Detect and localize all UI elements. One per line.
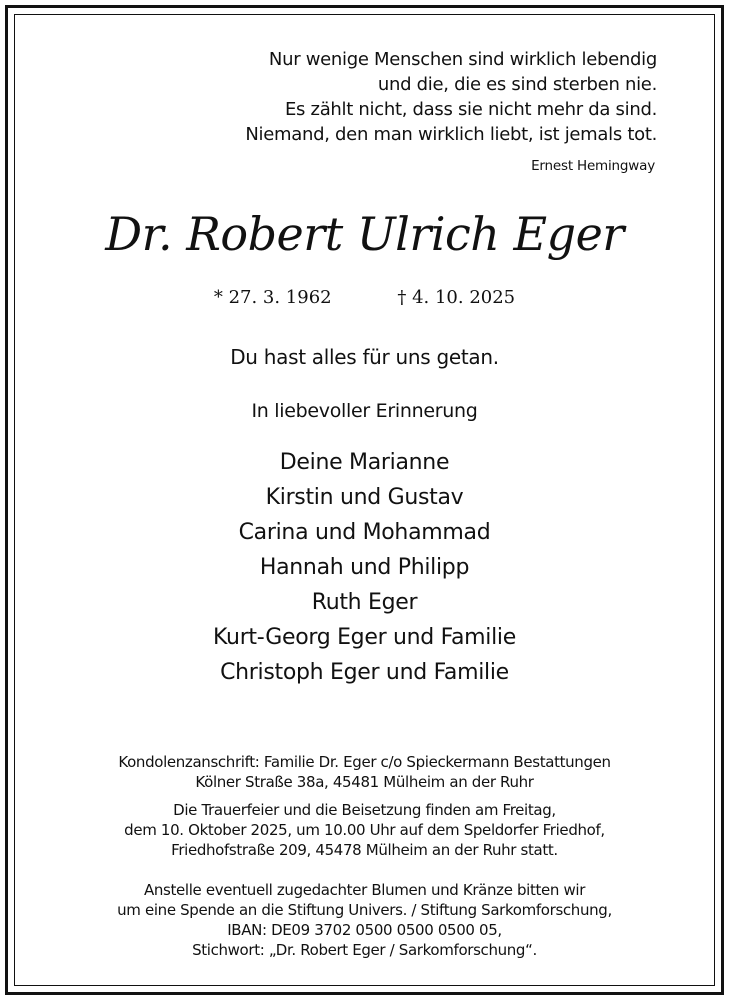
mourners-list — [0, 445, 729, 690]
motto-text: Du hast alles für uns getan. — [230, 345, 499, 369]
mourner-name: Hannah und Philipp — [259, 555, 470, 580]
mourner-name: Kirstin und Gustav — [265, 485, 464, 510]
info-line: um eine Spende an die Stiftung Univers. / Stiftung Sarkomforschung, — [117, 901, 612, 919]
poem-author: Ernest Hemingway — [531, 158, 655, 174]
mourner-name: Christoph Eger und Familie — [220, 660, 509, 685]
info-line: IBAN: DE09 3702 0500 0500 0500 05, — [227, 921, 502, 939]
mourner-name: Carina und Mohammad — [238, 520, 491, 545]
life-dates — [0, 287, 729, 308]
info-line: Kondolenzanschrift: Familie Dr. Eger c/o Spieckermann Bestattungen — [118, 753, 611, 771]
poem-line: Nur wenige Menschen sind wirklich lebendig — [268, 49, 657, 70]
poem-quote — [245, 47, 657, 147]
info-line: Stichwort: „Dr. Robert Eger / Sarkomforschung“. — [192, 941, 537, 959]
memory-heading: In liebevoller Erinnerung — [251, 400, 478, 422]
poem-line: Niemand, den man wirklich liebt, ist jemals tot. — [245, 124, 657, 145]
condolence-address — [0, 752, 729, 792]
mourner-name: Kurt-Georg Eger und Familie — [213, 625, 516, 650]
death-date: † 4. 10. 2025 — [397, 287, 516, 308]
poem-line: und die, die es sind sterben nie. — [377, 74, 657, 95]
info-line: Friedhofstraße 209, 45478 Mülheim an der Ruhr statt. — [171, 841, 558, 859]
mourner-name: Deine Marianne — [279, 450, 450, 475]
deceased-name: Dr. Robert Ulrich Eger — [105, 207, 624, 261]
donation-request — [0, 880, 729, 960]
info-line: Anstelle eventuell zugedachter Blumen und Kränze bitten wir — [143, 881, 586, 899]
info-line: Die Trauerfeier und die Beisetzung finden am Freitag, — [173, 801, 556, 819]
info-line: Kölner Straße 38a, 45481 Mülheim an der Ruhr — [195, 773, 534, 791]
birth-date: * 27. 3. 1962 — [213, 287, 332, 308]
info-line: dem 10. Oktober 2025, um 10.00 Uhr auf dem Speldorfer Friedhof, — [124, 821, 605, 839]
mourner-name: Ruth Eger — [311, 590, 418, 615]
funeral-details — [0, 800, 729, 860]
poem-line: Es zählt nicht, dass sie nicht mehr da sind. — [284, 99, 657, 120]
